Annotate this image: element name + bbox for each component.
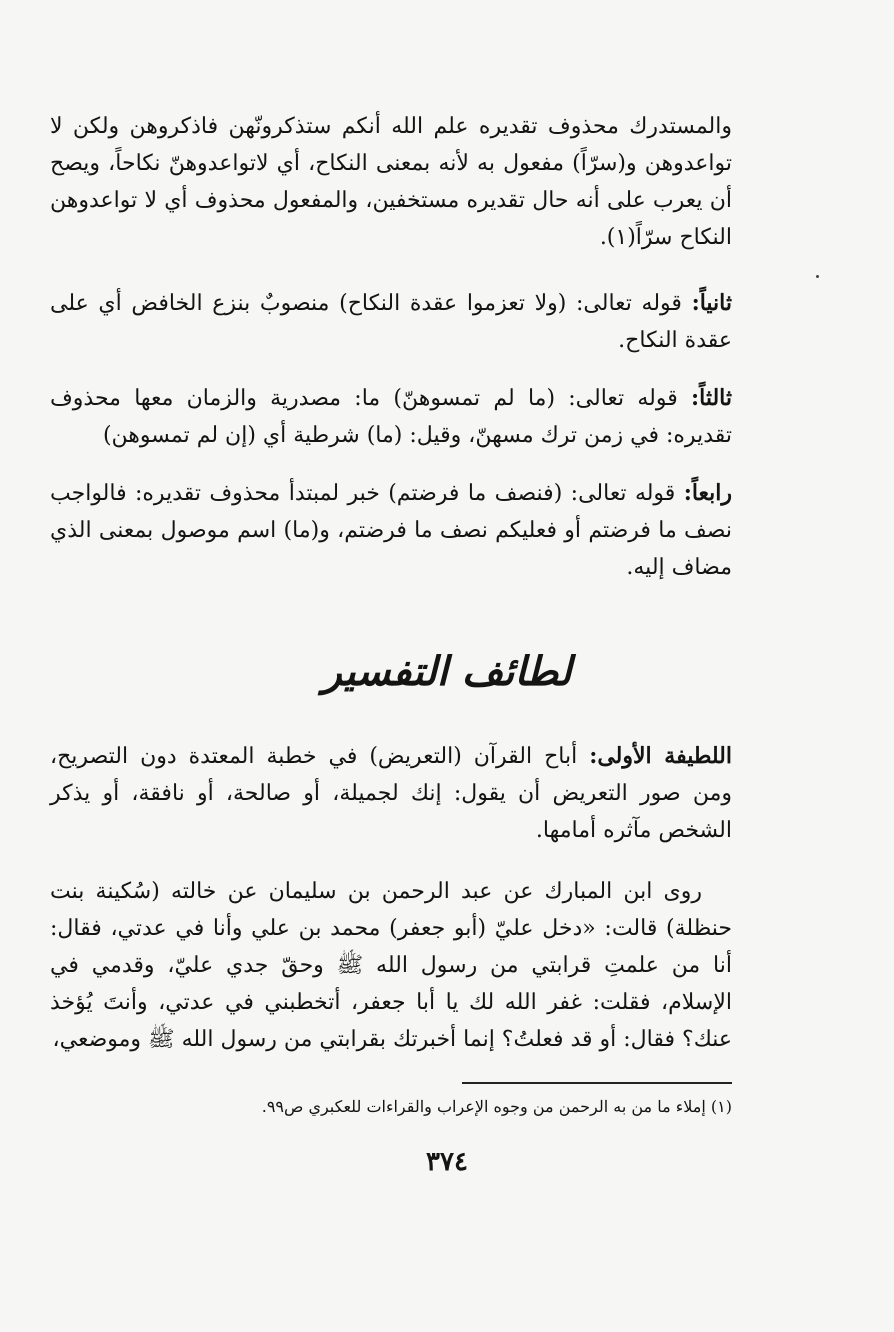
paragraph-fourth-point (50, 475, 732, 586)
paragraph-text: قوله تعالى: (ما لم تمسوهنّ) ما: مصدرية والزمان معها محذوف تقديره: في زمن ترك مسهنّ، وقيل: (ما) شرطية أي (إن لم تمسوهن) (50, 386, 732, 448)
section-heading: لطائف التفسير (322, 648, 572, 695)
paragraph-third-point (50, 380, 732, 454)
paragraph-text: قوله تعالى: (فنصف ما فرضتم) خبر لمبتدأ محذوف تقديره: فالواجب نصف ما فرضتم أو فعليكم نصف ما فرضتم، و(ما) اسم موصول بمعنى الذي مضاف إليه. (50, 481, 732, 580)
paragraph-lead: اللطيفة الأولى: (589, 743, 732, 769)
paragraph-continuation (50, 108, 732, 256)
paragraph-lead: ثالثاً: (691, 385, 732, 411)
footnote-divider (462, 1082, 732, 1084)
paragraph-lead: ثانياً: (691, 290, 732, 316)
paragraph-lead: رابعاً: (683, 480, 732, 506)
margin-speck (816, 275, 819, 278)
page-number: ٣٧٤ (426, 1147, 468, 1177)
footnote: (١) إملاء ما من به الرحمن من وجوه الإعراب والقراءات للعكبري ص٩٩. (261, 1097, 732, 1116)
paragraph-narration (50, 873, 732, 1058)
paragraph-text: روى ابن المبارك عن عبد الرحمن بن سليمان عن خالته (سُكينة بنت حنظلة) قالت: «دخل عليّ (أبو جعفر) محمد بن علي وأنا في عدتي، فقال: أنا من علمتِ قرابتي من رسول الله ﷺ وحقّ جدي عليّ، وقدمي في الإسلام، فقلت: غفر الله لك يا أبا جعفر، أتخطبني في عدتي، وأنتَ يُؤخذ عنك؟ فقال: أو قد فعلتُ؟ إنما أخبرتك بقرابتي من رسول الله ﷺ وموضعي، (50, 879, 732, 1052)
paragraph-first-subtlety (50, 738, 732, 849)
paragraph-second-point (50, 285, 732, 359)
paragraph-text: قوله تعالى: (ولا تعزموا عقدة النكاح) منصوبٌ بنزع الخافض أي على عقدة النكاح. (50, 291, 732, 353)
paragraph-text: والمستدرك محذوف تقديره علم الله أنكم ستذكرونّهن فاذكروهن ولكن لا تواعدوهن و(سرّاً) مفعول به لأنه بمعنى النكاح، أي لاتواعدوهنّ نكاحاً، ويصح أن يعرب على أنه حال تقديره مستخفين، والمفعول محذوف أي لا تواعدوهن النكاح سرّاً(١). (50, 114, 732, 250)
paragraph-text: أباح القرآن (التعريض) في خطبة المعتدة دون التصريح، ومن صور التعريض أن يقول: إنك لجميلة، أو صالحة، أو نافقة، أو يذكر الشخص مآثره أمامها. (50, 744, 732, 843)
